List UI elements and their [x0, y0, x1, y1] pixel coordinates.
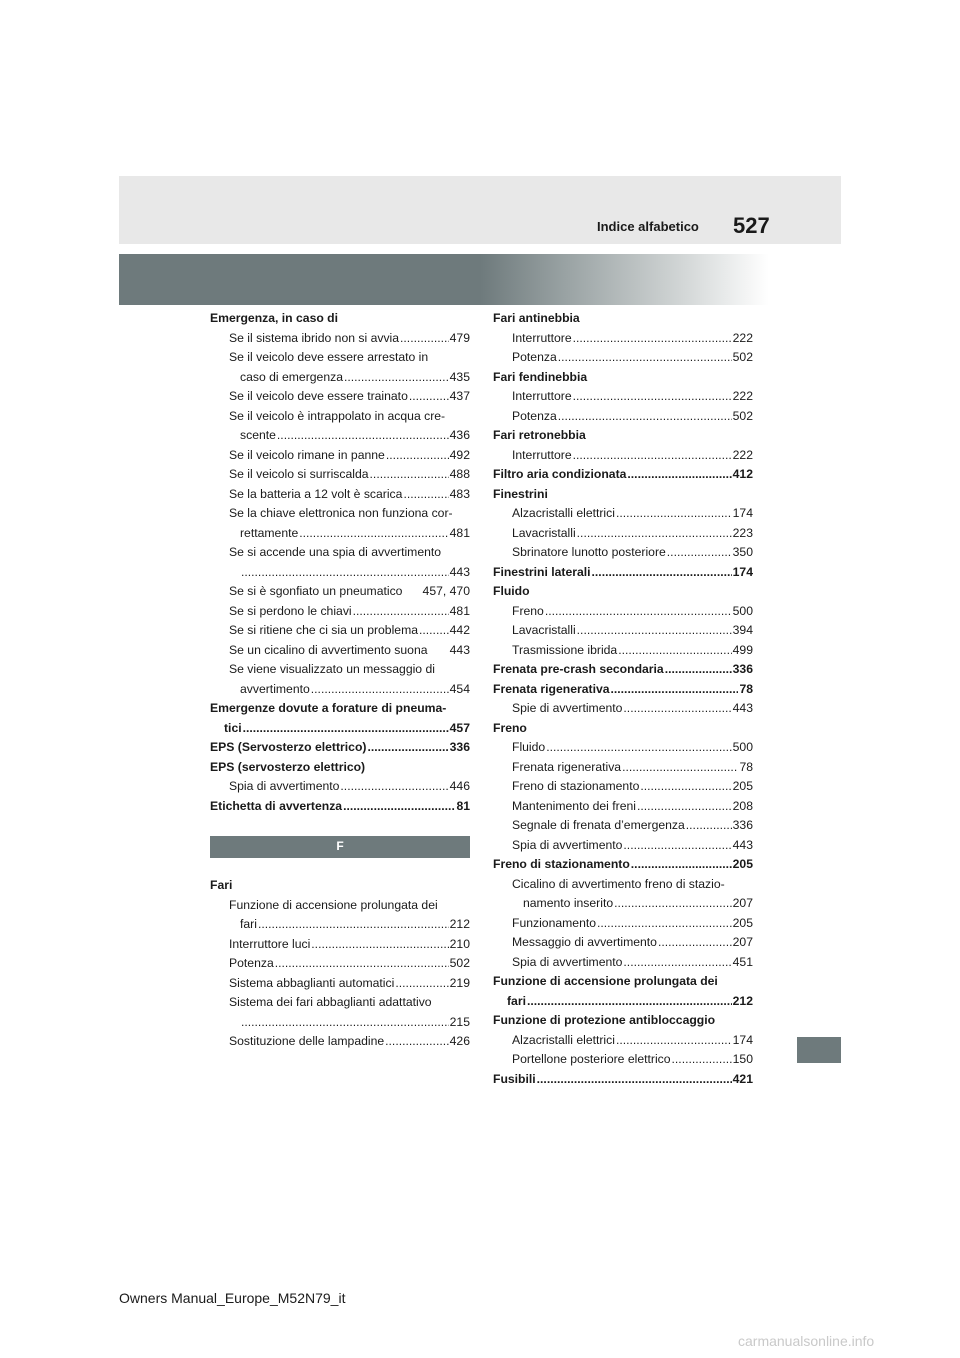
dot-leader — [623, 953, 731, 973]
index-entry-page: 457, 470 — [422, 584, 470, 598]
index-entry — [210, 719, 470, 739]
index-entry — [493, 465, 753, 485]
index-entry-label: Frenata pre-crash secondaria — [493, 662, 664, 676]
index-entry-page: 212 — [449, 917, 470, 931]
index-entry-label: scente — [240, 428, 276, 442]
index-entry-label: Alzacristalli elettrici — [512, 1032, 615, 1047]
section-title: Indice alfabetico — [597, 219, 699, 234]
index-entry-page: 483 — [449, 486, 470, 501]
index-entry-label: Fari antinebbia — [493, 311, 580, 325]
index-entry-page: 219 — [449, 975, 470, 990]
index-entry-label: Emergenza, in caso di — [210, 311, 339, 325]
index-entry — [210, 465, 470, 485]
index-entry-label: Se la chiave elettronica non funziona cor- — [229, 506, 453, 520]
index-entry — [493, 894, 753, 914]
index-entry — [210, 504, 470, 524]
index-entry — [493, 1031, 753, 1051]
index-entry-label: tici — [224, 720, 242, 735]
dot-leader — [573, 387, 732, 407]
index-entry-page: 436 — [449, 428, 470, 442]
thumb-index-tab — [797, 1037, 841, 1063]
index-entry-label: Se si ritiene che ci sia un problema — [229, 623, 419, 637]
index-entry-page: 336 — [732, 818, 753, 832]
watermark: carmanualsonline.info — [738, 1333, 875, 1349]
dot-leader — [623, 699, 731, 719]
index-entry-page: 336 — [449, 740, 470, 754]
index-entry — [493, 680, 753, 700]
index-entry-label: fari — [507, 993, 526, 1008]
index-entry — [493, 543, 753, 563]
index-entry — [493, 485, 753, 505]
index-entry-label: Finestrini laterali — [493, 564, 591, 579]
index-entry-label: Se il sistema ibrido non si avvia — [229, 330, 400, 345]
index-entry-label: Lavacristalli — [512, 525, 576, 540]
index-entry — [210, 777, 470, 797]
dot-leader — [343, 797, 455, 817]
index-entry-page: 223 — [732, 525, 753, 540]
dot-leader — [409, 387, 449, 407]
index-entry-label: Interruttore luci — [229, 936, 311, 951]
index-entry — [210, 582, 470, 602]
index-entry — [210, 896, 470, 916]
index-entry-page: 488 — [449, 467, 470, 481]
index-entry — [493, 426, 753, 446]
dot-leader — [631, 855, 732, 875]
dot-leader — [367, 738, 448, 758]
dot-leader — [616, 1031, 732, 1051]
index-entry — [210, 407, 470, 427]
index-entry — [210, 446, 470, 466]
index-entry-page: 78 — [739, 681, 753, 696]
index-entry-label: Funzione di accensione prolungata dei — [229, 897, 438, 912]
index-entry-page: 443 — [449, 642, 470, 657]
index-entry-label: Se viene visualizzato un messaggio di — [229, 662, 435, 676]
index-group-f-continued — [493, 309, 753, 1089]
index-entry-page: 207 — [732, 896, 753, 910]
index-entry-page: 500 — [732, 740, 753, 754]
index-entry — [210, 993, 470, 1013]
index-entry — [210, 641, 470, 661]
index-entry-label: Se si accende una spia di avvertimento — [229, 545, 442, 559]
index-entry-page: 437 — [449, 389, 470, 403]
index-entry — [493, 738, 753, 758]
dot-leader — [403, 485, 448, 505]
index-entry-page: 454 — [449, 681, 470, 696]
index-entry — [493, 1070, 753, 1090]
index-entry-label: Funzionamento — [512, 915, 597, 930]
dot-leader — [577, 524, 732, 544]
index-entry-label: Se si è sgonfiato un pneumatico — [229, 584, 403, 598]
dot-leader — [241, 1013, 449, 1033]
index-entry-page: 78 — [739, 759, 753, 774]
index-entry — [210, 797, 470, 817]
index-entry — [493, 329, 753, 349]
index-entry-label: Sbrinatore lunotto posteriore — [512, 545, 666, 559]
dot-leader — [395, 974, 448, 994]
index-entry-label: EPS (Servosterzo elettrico) — [210, 740, 367, 754]
index-entry-label: Se la batteria a 12 volt è scarica — [229, 486, 403, 501]
index-entry — [493, 641, 753, 661]
dot-leader — [614, 894, 732, 914]
index-entry — [210, 876, 470, 896]
index-entry — [210, 954, 470, 974]
index-entry-label: Emergenze dovute a forature di pneuma- — [210, 701, 447, 715]
index-entry-page: 210 — [449, 936, 470, 951]
dot-leader — [545, 602, 732, 622]
index-entry — [210, 368, 470, 388]
index-entry — [210, 348, 470, 368]
index-entry-label: Se un cicalino di avvertimento suona — [229, 642, 428, 657]
letter-heading-f: F — [210, 836, 470, 858]
index-column-right — [493, 309, 753, 1089]
index-entry-label: Fari — [210, 878, 233, 892]
index-entry-page: 426 — [449, 1034, 470, 1048]
index-entry — [493, 875, 753, 895]
index-entry-page: 481 — [449, 525, 470, 540]
index-entry-label: Messaggio di avvertimento — [512, 935, 657, 949]
dot-leader — [353, 602, 449, 622]
index-entry — [493, 836, 753, 856]
index-entry-label: fari — [240, 917, 257, 931]
index-entry — [493, 309, 753, 329]
dot-leader — [622, 758, 738, 778]
index-entry-label: Trasmissione ibrida — [512, 642, 618, 657]
index-entry-label: Alzacristalli elettrici — [512, 506, 615, 520]
index-entry — [493, 758, 753, 778]
index-entry — [493, 348, 753, 368]
index-entry-page: 442 — [449, 623, 470, 637]
index-entry-label: Freno — [493, 720, 527, 735]
index-entry — [210, 309, 470, 329]
index-entry — [493, 368, 753, 388]
index-group-e — [210, 309, 470, 816]
index-entry-label: Spie di avvertimento — [512, 701, 623, 715]
dot-leader — [573, 329, 732, 349]
index-entry-page: 222 — [732, 447, 753, 462]
index-entry-label: Funzione di accensione prolungata dei — [493, 974, 718, 988]
index-entry-page: 502 — [732, 408, 753, 423]
index-entry — [210, 1032, 470, 1052]
index-entry-page: 435 — [449, 369, 470, 384]
index-entry-page: 443 — [732, 701, 753, 715]
dot-leader — [667, 543, 732, 563]
index-entry-label: namento inserito — [523, 896, 614, 910]
index-entry — [210, 915, 470, 935]
index-entry — [210, 602, 470, 622]
index-entry — [493, 446, 753, 466]
dot-leader — [627, 465, 731, 485]
index-entry — [493, 504, 753, 524]
index-entry-page: 207 — [732, 935, 753, 949]
index-entry-label: Fari retronebbia — [493, 428, 586, 442]
index-entry-page: 499 — [732, 642, 753, 657]
index-entry — [210, 426, 470, 446]
index-entry — [210, 699, 470, 719]
index-entry — [493, 777, 753, 797]
index-entry — [493, 992, 753, 1012]
index-entry-page: 350 — [732, 545, 753, 559]
index-entry-page: 222 — [732, 330, 753, 345]
index-entry-label: Funzione di protezione antibloccaggio — [493, 1013, 716, 1027]
index-entry — [493, 660, 753, 680]
index-entry — [493, 797, 753, 817]
dot-leader — [637, 797, 732, 817]
index-entry-page: 394 — [732, 623, 753, 637]
index-entry-page: 500 — [732, 603, 753, 618]
index-entry-label: caso di emergenza — [240, 369, 343, 384]
dot-leader — [311, 680, 449, 700]
dot-leader — [527, 992, 732, 1012]
index-entry-label: Fusibili — [493, 1071, 536, 1086]
index-entry-page: 208 — [732, 798, 753, 813]
index-entry — [210, 387, 470, 407]
index-entry-label: Interruttore — [512, 330, 572, 345]
dot-leader — [573, 446, 732, 466]
index-entry — [493, 933, 753, 953]
index-entry-label: avvertimento — [240, 681, 310, 696]
index-entry — [493, 953, 753, 973]
dot-leader — [558, 407, 732, 427]
dot-leader — [658, 933, 732, 953]
index-entry-label: EPS (servosterzo elettrico) — [210, 759, 366, 774]
index-entry-page: 457 — [449, 720, 470, 735]
index-entry-page: 174 — [732, 564, 753, 579]
dot-leader — [386, 446, 449, 466]
index-entry — [493, 914, 753, 934]
index-entry-page: 174 — [732, 506, 753, 520]
index-entry-label: Spia di avvertimento — [229, 779, 340, 793]
index-entry — [210, 1013, 470, 1033]
index-entry-label: Portellone posteriore elettrico — [512, 1052, 671, 1066]
index-entry — [493, 582, 753, 602]
index-entry-label: Frenata rigenerativa — [512, 759, 622, 774]
index-entry-label: Freno di stazionamento — [512, 779, 640, 793]
index-entry-page: 421 — [732, 1071, 753, 1086]
index-entry-label: Sostituzione delle lampadine — [229, 1034, 385, 1048]
index-entry-page: 502 — [449, 956, 470, 970]
index-entry — [493, 699, 753, 719]
index-entry-label: Filtro aria condizionata — [493, 467, 627, 481]
dot-leader — [400, 329, 449, 349]
index-entry — [210, 621, 470, 641]
dot-leader — [611, 680, 739, 700]
index-entry-page: 205 — [732, 915, 753, 930]
index-entry-label: Fluido — [493, 584, 530, 598]
index-entry — [493, 719, 753, 739]
page-number: 527 — [733, 213, 770, 238]
index-entry — [493, 855, 753, 875]
index-entry-page: 215 — [449, 1014, 470, 1029]
index-entry-page: 205 — [732, 857, 753, 871]
index-entry-label: Potenza — [512, 408, 557, 423]
index-entry-label: Se il veicolo rimane in panne — [229, 447, 385, 462]
index-entry-label: Spia di avvertimento — [512, 837, 623, 852]
index-entry-page: 205 — [732, 779, 753, 793]
dot-leader — [686, 816, 732, 836]
header-banner — [119, 254, 841, 305]
dot-leader — [277, 426, 449, 446]
dot-leader — [546, 738, 731, 758]
index-entry — [210, 935, 470, 955]
dot-leader — [299, 524, 448, 544]
index-entry — [493, 602, 753, 622]
index-entry — [210, 563, 470, 583]
index-entry-label: Lavacristalli — [512, 623, 576, 637]
dot-leader — [616, 504, 732, 524]
index-entry — [493, 621, 753, 641]
index-entry-label: Sistema abbaglianti automatici — [229, 975, 395, 990]
index-entry — [493, 1011, 753, 1031]
index-entry-label: Etichetta di avvertenza — [210, 798, 343, 813]
index-entry-label: Segnale di frenata d’emergenza — [512, 818, 685, 832]
dot-leader — [344, 368, 449, 388]
index-entry-page: 174 — [732, 1032, 753, 1047]
index-entry-label: Potenza — [229, 956, 274, 970]
dot-leader — [340, 777, 448, 797]
index-entry — [210, 524, 470, 544]
index-entry-label: Mantenimento dei freni — [512, 798, 636, 813]
index-entry-label: Spia di avvertimento — [512, 954, 623, 969]
index-entry-label: Cicalino di avvertimento freno di stazio- — [512, 876, 725, 891]
index-entry-label: Fluido — [512, 740, 546, 754]
index-entry-label: Finestrini — [493, 486, 548, 501]
dot-leader — [370, 465, 449, 485]
index-entry — [210, 660, 470, 680]
index-entry-label: Frenata rigenerativa — [493, 681, 610, 696]
index-entry-label: Se si perdono le chiavi — [229, 603, 352, 618]
dot-leader — [640, 777, 731, 797]
index-entry-page: 481 — [449, 603, 470, 618]
index-entry-page: 81 — [456, 798, 470, 813]
index-entry — [493, 1050, 753, 1070]
dot-leader — [592, 563, 732, 583]
index-entry-page: 150 — [732, 1052, 753, 1066]
index-entry — [210, 738, 470, 758]
index-entry-label: Freno — [512, 603, 544, 618]
index-entry — [493, 524, 753, 544]
dot-leader — [419, 621, 449, 641]
index-entry-label: Se il veicolo deve essere arrestato in — [229, 350, 429, 364]
index-entry-label: rettamente — [240, 525, 299, 540]
index-entry-page: 222 — [732, 389, 753, 403]
index-entry — [493, 387, 753, 407]
index-entry-page: 479 — [449, 330, 470, 345]
index-entry — [493, 563, 753, 583]
index-entry-page: 446 — [449, 779, 470, 793]
dot-leader — [665, 660, 732, 680]
index-entry-page: 443 — [449, 564, 470, 579]
dot-leader — [623, 836, 731, 856]
dot-leader — [258, 915, 449, 935]
index-entry-page: 412 — [732, 467, 753, 481]
index-entry-label: Freno di stazionamento — [493, 857, 630, 871]
index-entry-page: 212 — [732, 993, 753, 1008]
dot-leader — [385, 1032, 449, 1052]
index-entry — [210, 758, 470, 778]
dot-leader — [311, 935, 448, 955]
dot-leader — [241, 563, 449, 583]
index-entry-label: Potenza — [512, 350, 557, 364]
dot-leader — [618, 641, 731, 661]
dot-leader — [275, 954, 449, 974]
index-entry-label: Se il veicolo è intrappolato in acqua cre- — [229, 408, 446, 423]
dot-leader — [672, 1050, 732, 1070]
index-entry-page: 492 — [449, 447, 470, 462]
index-entry — [210, 974, 470, 994]
index-entry-page: 443 — [732, 837, 753, 852]
dot-leader — [597, 914, 732, 934]
index-entry — [493, 407, 753, 427]
index-entry — [493, 816, 753, 836]
index-entry-page: 451 — [732, 954, 753, 969]
index-group-f — [210, 876, 470, 1052]
footer-document-name: Owners Manual_Europe_M52N79_it — [119, 1290, 346, 1306]
index-column-left — [210, 309, 470, 1052]
index-entry-page: 502 — [732, 350, 753, 364]
index-entry — [210, 329, 470, 349]
dot-leader — [577, 621, 732, 641]
dot-leader — [243, 719, 449, 739]
index-entry — [493, 972, 753, 992]
index-entry — [210, 485, 470, 505]
index-entry-label: Interruttore — [512, 447, 572, 462]
index-entry-label: Sistema dei fari abbaglianti adattativo — [229, 995, 432, 1009]
index-entry-label: Se il veicolo si surriscalda — [229, 467, 369, 481]
dot-leader — [558, 348, 732, 368]
index-entry-label: Interruttore — [512, 389, 572, 403]
dot-leader — [537, 1070, 732, 1090]
index-entry — [210, 543, 470, 563]
index-entry-page: 336 — [732, 662, 753, 676]
index-entry-label: Fari fendinebbia — [493, 369, 588, 384]
index-entry-label: Se il veicolo deve essere trainato — [229, 389, 408, 403]
index-entry — [210, 680, 470, 700]
